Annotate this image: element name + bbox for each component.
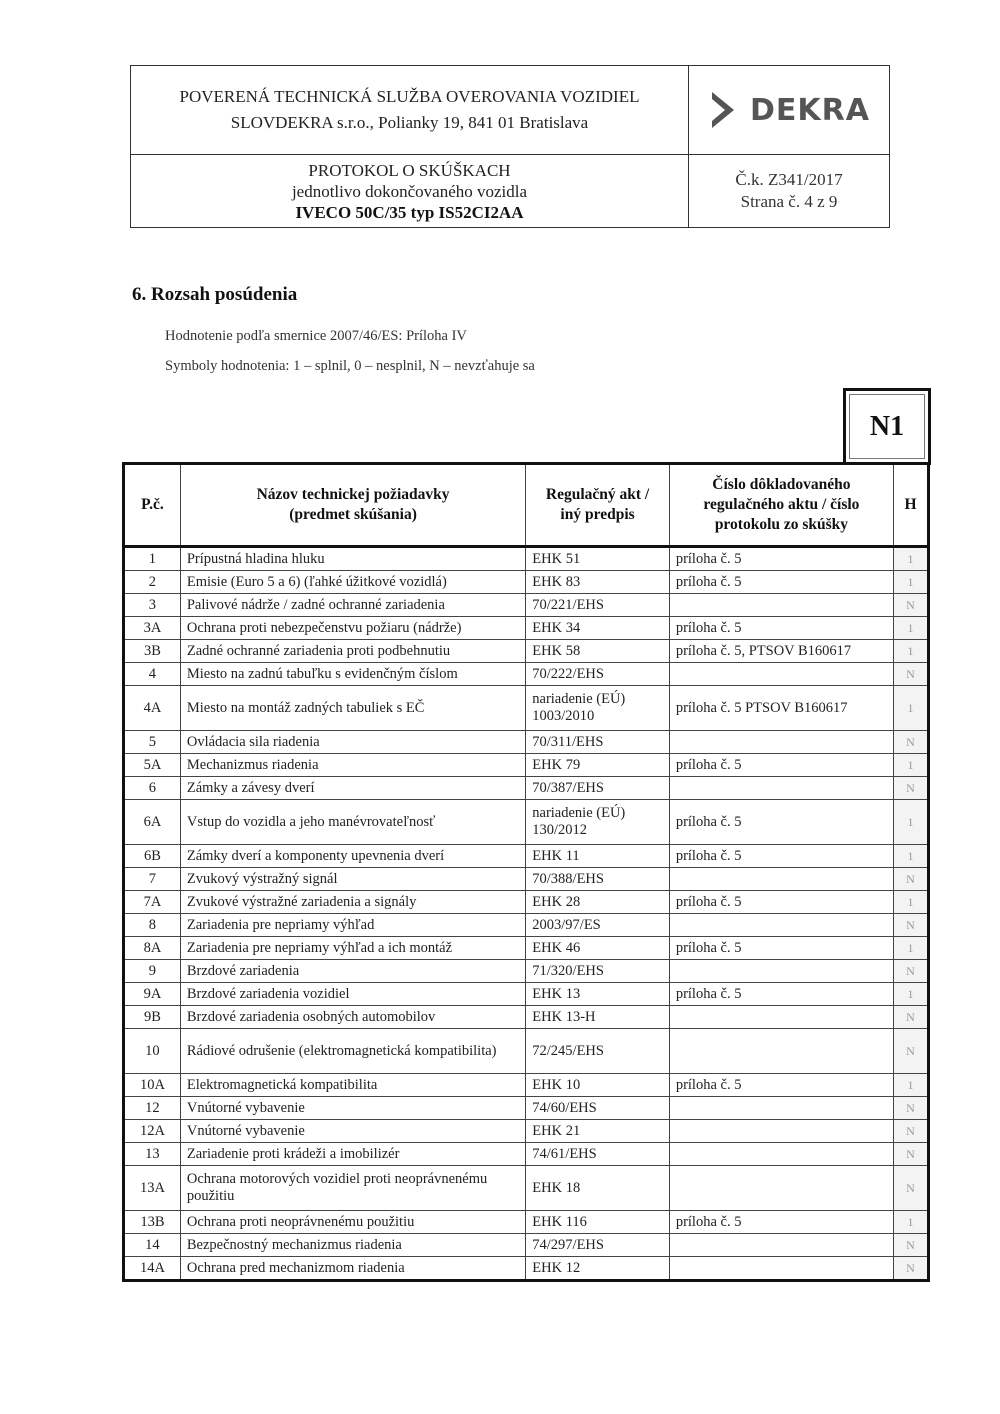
evaluation-result: N	[894, 960, 929, 983]
requirement-name: Zariadenie proti krádeži a imobilizér	[180, 1143, 525, 1166]
protocol-subtitle: jednotlivo dokončovaného vozidla	[291, 181, 528, 201]
evaluation-result: 1	[894, 1211, 929, 1234]
reference-block	[689, 155, 889, 227]
requirement-name: Prípustná hladina hluku	[180, 547, 525, 571]
document-reference	[669, 1029, 893, 1074]
requirement-name: Ovládacia sila riadenia	[180, 731, 525, 754]
row-number: 4A	[124, 686, 181, 731]
row-number: 6	[124, 777, 181, 800]
requirement-name: Brzdové zariadenia vozidiel	[180, 983, 525, 1006]
document-reference	[669, 914, 893, 937]
document-reference	[669, 594, 893, 617]
document-reference	[669, 777, 893, 800]
table-row	[124, 960, 929, 983]
regulation: EHK 34	[526, 617, 670, 640]
requirement-name: Brzdové zariadenia	[180, 960, 525, 983]
evaluation-result: 1	[894, 686, 929, 731]
row-number: 5A	[124, 754, 181, 777]
document-reference	[669, 731, 893, 754]
table-row	[124, 754, 929, 777]
row-number: 3A	[124, 617, 181, 640]
document-reference: príloha č. 5	[669, 891, 893, 914]
regulation: 74/60/EHS	[526, 1097, 670, 1120]
table-row	[124, 1211, 929, 1234]
requirement-name: Zámky a závesy dverí	[180, 777, 525, 800]
evaluation-result: N	[894, 731, 929, 754]
regulation: 72/245/EHS	[526, 1029, 670, 1074]
document-header	[130, 65, 890, 228]
table-row	[124, 1097, 929, 1120]
requirement-name: Zvukové výstražné zariadenia a signály	[180, 891, 525, 914]
evaluation-result: N	[894, 868, 929, 891]
document-reference	[669, 868, 893, 891]
document-reference: príloha č. 5	[669, 845, 893, 868]
row-number: 8A	[124, 937, 181, 960]
document-reference	[669, 1120, 893, 1143]
row-number: 13	[124, 1143, 181, 1166]
header-pc: P.č.	[124, 464, 181, 547]
document-reference	[669, 1257, 893, 1281]
evaluation-result: 1	[894, 571, 929, 594]
table-row	[124, 731, 929, 754]
requirement-name: Vstup do vozidla a jeho manévrovateľnosť	[180, 800, 525, 845]
document-reference	[669, 1234, 893, 1257]
document-reference: príloha č. 5	[669, 547, 893, 571]
header-regulation: Regulačný akt / iný predpis	[526, 464, 670, 547]
category-badge	[843, 388, 931, 465]
regulation: 74/297/EHS	[526, 1234, 670, 1257]
evaluation-result: N	[894, 1097, 929, 1120]
row-number: 13B	[124, 1211, 181, 1234]
table-row	[124, 640, 929, 663]
row-number: 9B	[124, 1006, 181, 1029]
row-number: 12	[124, 1097, 181, 1120]
table-row	[124, 914, 929, 937]
table-row	[124, 1120, 929, 1143]
requirement-name: Zariadenia pre nepriamy výhľad	[180, 914, 525, 937]
evaluation-result: 1	[894, 547, 929, 571]
document-reference	[669, 960, 893, 983]
document-reference	[669, 1006, 893, 1029]
evaluation-result: N	[894, 1257, 929, 1281]
row-number: 7A	[124, 891, 181, 914]
evaluation-result: N	[894, 1166, 929, 1211]
evaluation-result: 1	[894, 754, 929, 777]
row-number: 14A	[124, 1257, 181, 1281]
evaluation-result: N	[894, 914, 929, 937]
evaluation-result: N	[894, 1120, 929, 1143]
regulation: EHK 51	[526, 547, 670, 571]
table-row	[124, 983, 929, 1006]
evaluation-result: 1	[894, 937, 929, 960]
evaluation-result: N	[894, 1029, 929, 1074]
protocol-title: PROTOKOL O SKÚŠKACH	[308, 160, 511, 180]
evaluation-result: 1	[894, 845, 929, 868]
requirement-name: Zadné ochranné zariadenia proti podbehnutiu	[180, 640, 525, 663]
table-row	[124, 663, 929, 686]
row-number: 10A	[124, 1074, 181, 1097]
header-document: Číslo dôkladovaného regulačného aktu / číslo protokolu zo skúšky	[669, 464, 893, 547]
row-number: 6B	[124, 845, 181, 868]
document-reference: príloha č. 5	[669, 983, 893, 1006]
document-reference	[669, 1097, 893, 1120]
row-number: 2	[124, 571, 181, 594]
document-reference: príloha č. 5	[669, 617, 893, 640]
table-body	[124, 547, 929, 1281]
table-header-row	[124, 464, 929, 547]
category-label: N1	[869, 410, 905, 442]
table-row	[124, 777, 929, 800]
evaluation-symbols: Symboly hodnotenia: 1 – splnil, 0 – nesplnil, N – nevzťahuje sa	[165, 358, 535, 374]
page-number: Strana č. 4 z 9	[740, 192, 838, 211]
row-number: 1	[124, 547, 181, 571]
row-number: 14	[124, 1234, 181, 1257]
row-number: 9	[124, 960, 181, 983]
table-row	[124, 1143, 929, 1166]
regulation: EHK 11	[526, 845, 670, 868]
section-title: 6. Rozsah posúdenia	[132, 284, 298, 305]
reference-number: Č.k. Z341/2017	[735, 170, 843, 189]
evaluation-result: 1	[894, 1074, 929, 1097]
requirement-name: Miesto na montáž zadných tabuliek s EČ	[180, 686, 525, 731]
requirement-name: Zvukový výstražný signál	[180, 868, 525, 891]
document-reference	[669, 1166, 893, 1211]
evaluation-result: 1	[894, 640, 929, 663]
row-number: 10	[124, 1029, 181, 1074]
requirement-name: Mechanizmus riadenia	[180, 754, 525, 777]
evaluation-result: N	[894, 1143, 929, 1166]
requirement-name: Brzdové zariadenia osobných automobilov	[180, 1006, 525, 1029]
evaluation-result: 1	[894, 891, 929, 914]
logo-text: DEKRA	[750, 92, 870, 128]
organization-address: SLOVDEKRA s.r.o., Polianky 19, 841 01 Bratislava	[230, 113, 589, 132]
regulation: EHK 116	[526, 1211, 670, 1234]
regulation: 70/311/EHS	[526, 731, 670, 754]
evaluation-result: 1	[894, 983, 929, 1006]
regulation: 70/388/EHS	[526, 868, 670, 891]
table-row	[124, 571, 929, 594]
regulation: EHK 28	[526, 891, 670, 914]
document-reference: príloha č. 5, PTSOV B160617	[669, 640, 893, 663]
row-number: 7	[124, 868, 181, 891]
requirement-name: Zariadenia pre nepriamy výhľad a ich montáž	[180, 937, 525, 960]
regulation: 71/320/EHS	[526, 960, 670, 983]
document-reference	[669, 663, 893, 686]
requirement-name: Elektromagnetická kompatibilita	[180, 1074, 525, 1097]
document-reference	[669, 1143, 893, 1166]
row-number: 3B	[124, 640, 181, 663]
table-row	[124, 1257, 929, 1281]
dekra-chevron-icon	[708, 90, 738, 130]
table-row	[124, 868, 929, 891]
document-reference: príloha č. 5	[669, 800, 893, 845]
evaluation-result: N	[894, 594, 929, 617]
regulation: EHK 79	[526, 754, 670, 777]
regulation: EHK 13	[526, 983, 670, 1006]
table-row	[124, 891, 929, 914]
requirement-name: Rádiové odrušenie (elektromagnetická kompatibilita)	[180, 1029, 525, 1074]
regulation: EHK 58	[526, 640, 670, 663]
requirement-name: Emisie (Euro 5 a 6) (ľahké úžitkové vozidlá)	[180, 571, 525, 594]
header-h: H	[894, 464, 929, 547]
dekra-logo	[689, 66, 889, 155]
regulation: nariadenie (EÚ) 130/2012	[526, 800, 670, 845]
row-number: 13A	[124, 1166, 181, 1211]
table-row	[124, 1029, 929, 1074]
regulation: 74/61/EHS	[526, 1143, 670, 1166]
row-number: 6A	[124, 800, 181, 845]
table-row	[124, 617, 929, 640]
requirement-name: Ochrana proti nebezpečenstvu požiaru (nádrže)	[180, 617, 525, 640]
evaluation-result: N	[894, 1006, 929, 1029]
table-row	[124, 1166, 929, 1211]
regulation: 70/222/EHS	[526, 663, 670, 686]
requirement-name: Palivové nádrže / zadné ochranné zariadenia	[180, 594, 525, 617]
document-reference: príloha č. 5	[669, 571, 893, 594]
organization-name: POVERENÁ TECHNICKÁ SLUŽBA OVEROVANIA VOZIDIEL	[179, 87, 640, 106]
evaluation-result: N	[894, 663, 929, 686]
evaluation-directive: Hodnotenie podľa smernice 2007/46/ES: Príloha IV	[165, 328, 467, 344]
regulation: EHK 46	[526, 937, 670, 960]
requirement-name: Ochrana proti neoprávnenému použitiu	[180, 1211, 525, 1234]
regulation: EHK 18	[526, 1166, 670, 1211]
document-reference: príloha č. 5	[669, 1074, 893, 1097]
regulation: 70/221/EHS	[526, 594, 670, 617]
requirement-name: Vnútorné vybavenie	[180, 1097, 525, 1120]
requirements-table	[122, 462, 930, 1282]
regulation: nariadenie (EÚ) 1003/2010	[526, 686, 670, 731]
vehicle-name: IVECO 50C/35 typ IS52CI2AA	[295, 202, 524, 222]
document-reference: príloha č. 5	[669, 1211, 893, 1234]
evaluation-result: N	[894, 777, 929, 800]
document-reference: príloha č. 5	[669, 937, 893, 960]
requirement-name: Zámky dverí a komponenty upevnenia dverí	[180, 845, 525, 868]
regulation: EHK 13-H	[526, 1006, 670, 1029]
table-row	[124, 686, 929, 731]
table-row	[124, 1006, 929, 1029]
requirement-name: Bezpečnostný mechanizmus riadenia	[180, 1234, 525, 1257]
document-reference: príloha č. 5	[669, 754, 893, 777]
requirement-name: Ochrana motorových vozidiel proti neoprávnenému použitiu	[180, 1166, 525, 1211]
row-number: 5	[124, 731, 181, 754]
evaluation-result: N	[894, 1234, 929, 1257]
row-number: 3	[124, 594, 181, 617]
requirement-name: Ochrana pred mechanizmom riadenia	[180, 1257, 525, 1281]
regulation: 2003/97/ES	[526, 914, 670, 937]
regulation: EHK 83	[526, 571, 670, 594]
table-row	[124, 547, 929, 571]
table-row	[124, 1234, 929, 1257]
row-number: 12A	[124, 1120, 181, 1143]
regulation: EHK 21	[526, 1120, 670, 1143]
row-number: 8	[124, 914, 181, 937]
evaluation-result: 1	[894, 617, 929, 640]
table-row	[124, 594, 929, 617]
regulation: EHK 10	[526, 1074, 670, 1097]
row-number: 4	[124, 663, 181, 686]
regulation: EHK 12	[526, 1257, 670, 1281]
regulation: 70/387/EHS	[526, 777, 670, 800]
table-row	[124, 800, 929, 845]
organization-block	[131, 66, 689, 155]
header-name: Názov technickej požiadavky (predmet skúšania)	[180, 464, 525, 547]
evaluation-result: 1	[894, 800, 929, 845]
row-number: 9A	[124, 983, 181, 1006]
table-row	[124, 1074, 929, 1097]
requirement-name: Vnútorné vybavenie	[180, 1120, 525, 1143]
requirement-name: Miesto na zadnú tabuľku s evidenčným číslom	[180, 663, 525, 686]
table-row	[124, 845, 929, 868]
document-reference: príloha č. 5 PTSOV B160617	[669, 686, 893, 731]
table-row	[124, 937, 929, 960]
protocol-block	[131, 155, 689, 227]
